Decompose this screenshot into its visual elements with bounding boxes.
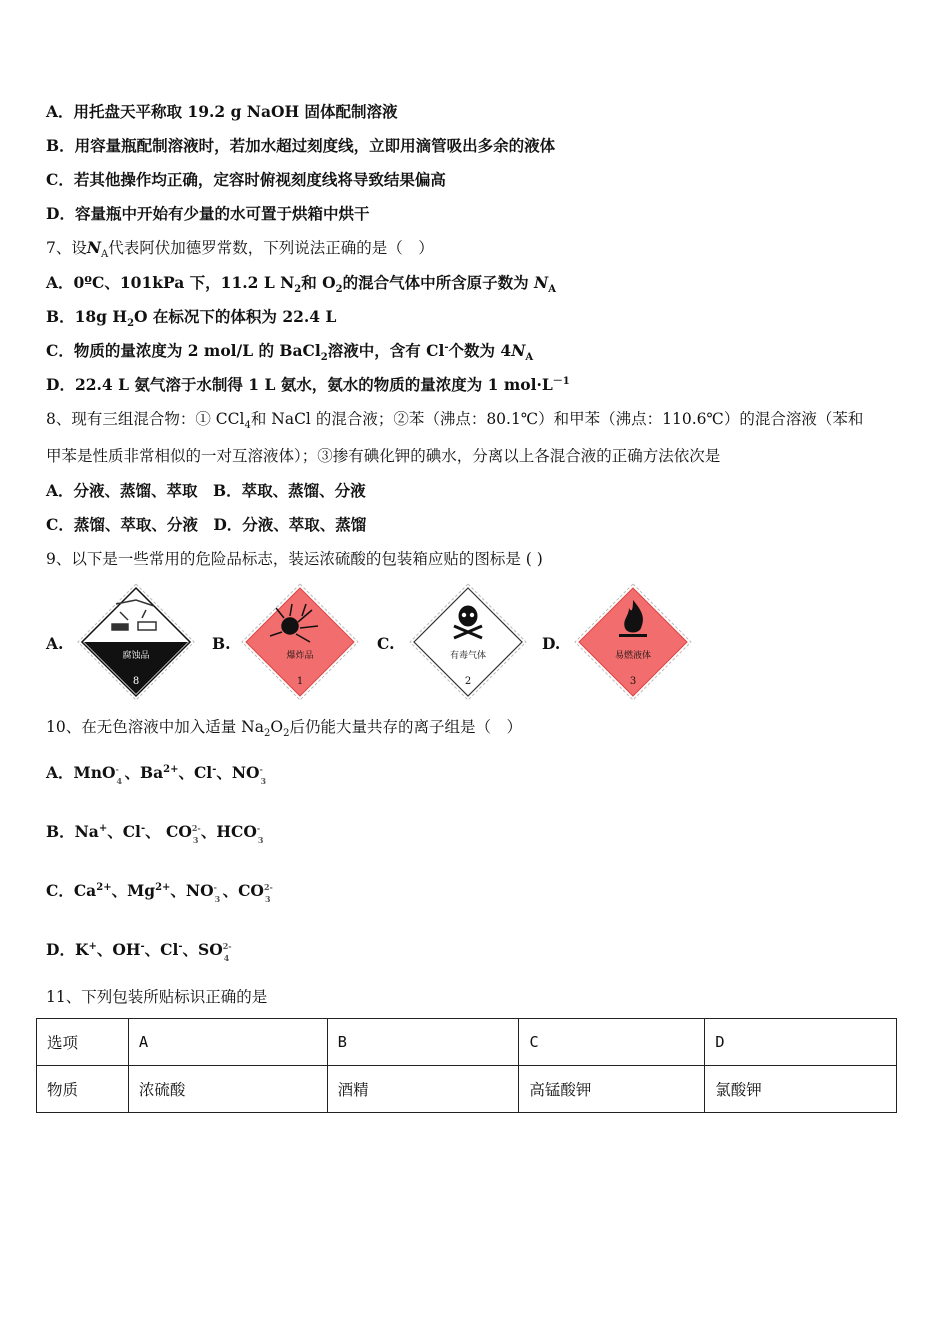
q7-option-c: C．物质的量浓度为 2 mol/L 的 BaCl$_2$溶液中，含有 Cl-个数为 $4N_A$ — [46, 341, 534, 364]
table-cell: 高锰酸钾 — [519, 1066, 705, 1113]
explosive-sign — [240, 582, 360, 702]
corrosive-sign-number: 8 — [132, 676, 140, 687]
flammable-sign-number: 3 — [629, 676, 637, 687]
q11-stem: 11、下列包装所贴标识正确的是 — [46, 988, 268, 1006]
table-cell: C — [519, 1019, 705, 1066]
flammable-sign-text: 易燃液体 — [614, 651, 652, 661]
q8-options-ab: A．分液、蒸馏、萃取 B．萃取、蒸馏、分液 — [46, 481, 366, 500]
q7-stem: 7、设$N_A$代表阿伏加德罗常数，下列说法正确的是（ ） — [46, 238, 434, 261]
table-cell: 氯酸钾 — [705, 1066, 897, 1113]
q11-table — [36, 1018, 897, 1113]
q9-stem: 9、以下是一些常用的危险品标志，装运浓硫酸的包装箱应贴的图标是 ( ) — [46, 550, 543, 568]
q10-option-c: C．$Ca^{2+}$、$Mg^{2+}$、NO - 3 、CO 2- 3 — [46, 881, 273, 904]
q6-option-c: C．若其他操作均正确，定容时俯视刻度线将导致结果偏高 — [46, 170, 446, 189]
table-cell: D — [705, 1019, 897, 1066]
table-cell: B — [327, 1019, 519, 1066]
toxic-gas-sign-number: 2 — [464, 676, 472, 687]
q6-option-b: B．用容量瓶配制溶液时，若加水超过刻度线，立即用滴管吸出多余的液体 — [46, 136, 556, 155]
q9-label-c: C. — [377, 634, 395, 653]
table-cell: 选项 — [37, 1019, 129, 1066]
table-cell: 浓硫酸 — [128, 1066, 327, 1113]
flammable-liquid-sign — [573, 582, 693, 702]
table-cell: A — [128, 1019, 327, 1066]
q7-option-d: D．22.4 L 氨气溶于水制得 1 L 氨水，氨水的物质的量浓度为 1 $mol\cdot L^{-1}$ — [46, 375, 570, 394]
explosive-sign-number: 1 — [296, 676, 304, 687]
q10-option-a: A．MnO - 4 、$Ba^{2+}$、Cl-、NO - 3 — [46, 763, 267, 786]
q9-label-a: A. — [46, 634, 64, 653]
q7-option-b: B．18g $H_2O$ 在标况下的体积为 22.4 L — [46, 307, 337, 330]
toxic-gas-sign — [408, 582, 528, 702]
table-header-row — [37, 1019, 897, 1066]
q8-stem-line1: 8、现有三组混合物：① CCl$_4$和 NaCl 的混合液；②苯（沸点：80.1℃）和甲苯（沸点：110.6℃）的混合溶液（苯和 — [46, 410, 864, 432]
q9-label-d: D. — [542, 634, 561, 653]
q6-option-a: A．用托盘天平称取 19.2 g NaOH 固体配制溶液 — [46, 102, 398, 121]
q7-option-a: A．0ºC、101kPa 下，11.2 L $N_2$和 $O_2$的混合气体中所含原子数为 $N_A$ — [46, 273, 556, 296]
table-cell: 酒精 — [327, 1066, 519, 1113]
q10-stem: 10、在无色溶液中加入适量 $Na_2O_2$后仍能大量共存的离子组是（ ） — [46, 718, 522, 740]
q8-stem-line2: 甲苯是性质非常相似的一对互溶液体）；③掺有碘化钾的碘水，分离以上各混合液的正确方法依次是 — [46, 447, 721, 465]
q6-option-d: D．容量瓶中开始有少量的水可置于烘箱中烘干 — [46, 204, 370, 223]
corrosive-sign-text: 腐蚀品 — [122, 651, 150, 661]
q9-label-b: B. — [212, 634, 231, 653]
explosive-sign-text: 爆炸品 — [286, 651, 314, 661]
q10-option-d: D．K+、OH-、Cl-、SO 2- 4 — [46, 940, 232, 963]
table-cell: 物质 — [37, 1066, 129, 1113]
q10-option-b: B．Na+、Cl-、 CO 2- 3 、HCO - 3 — [46, 822, 264, 845]
q8-options-cd: C．蒸馏、萃取、分液 D．分液、萃取、蒸馏 — [46, 515, 367, 534]
corrosive-sign — [76, 582, 196, 702]
toxic-gas-sign-text: 有毒气体 — [449, 651, 487, 661]
table-row — [37, 1066, 897, 1113]
